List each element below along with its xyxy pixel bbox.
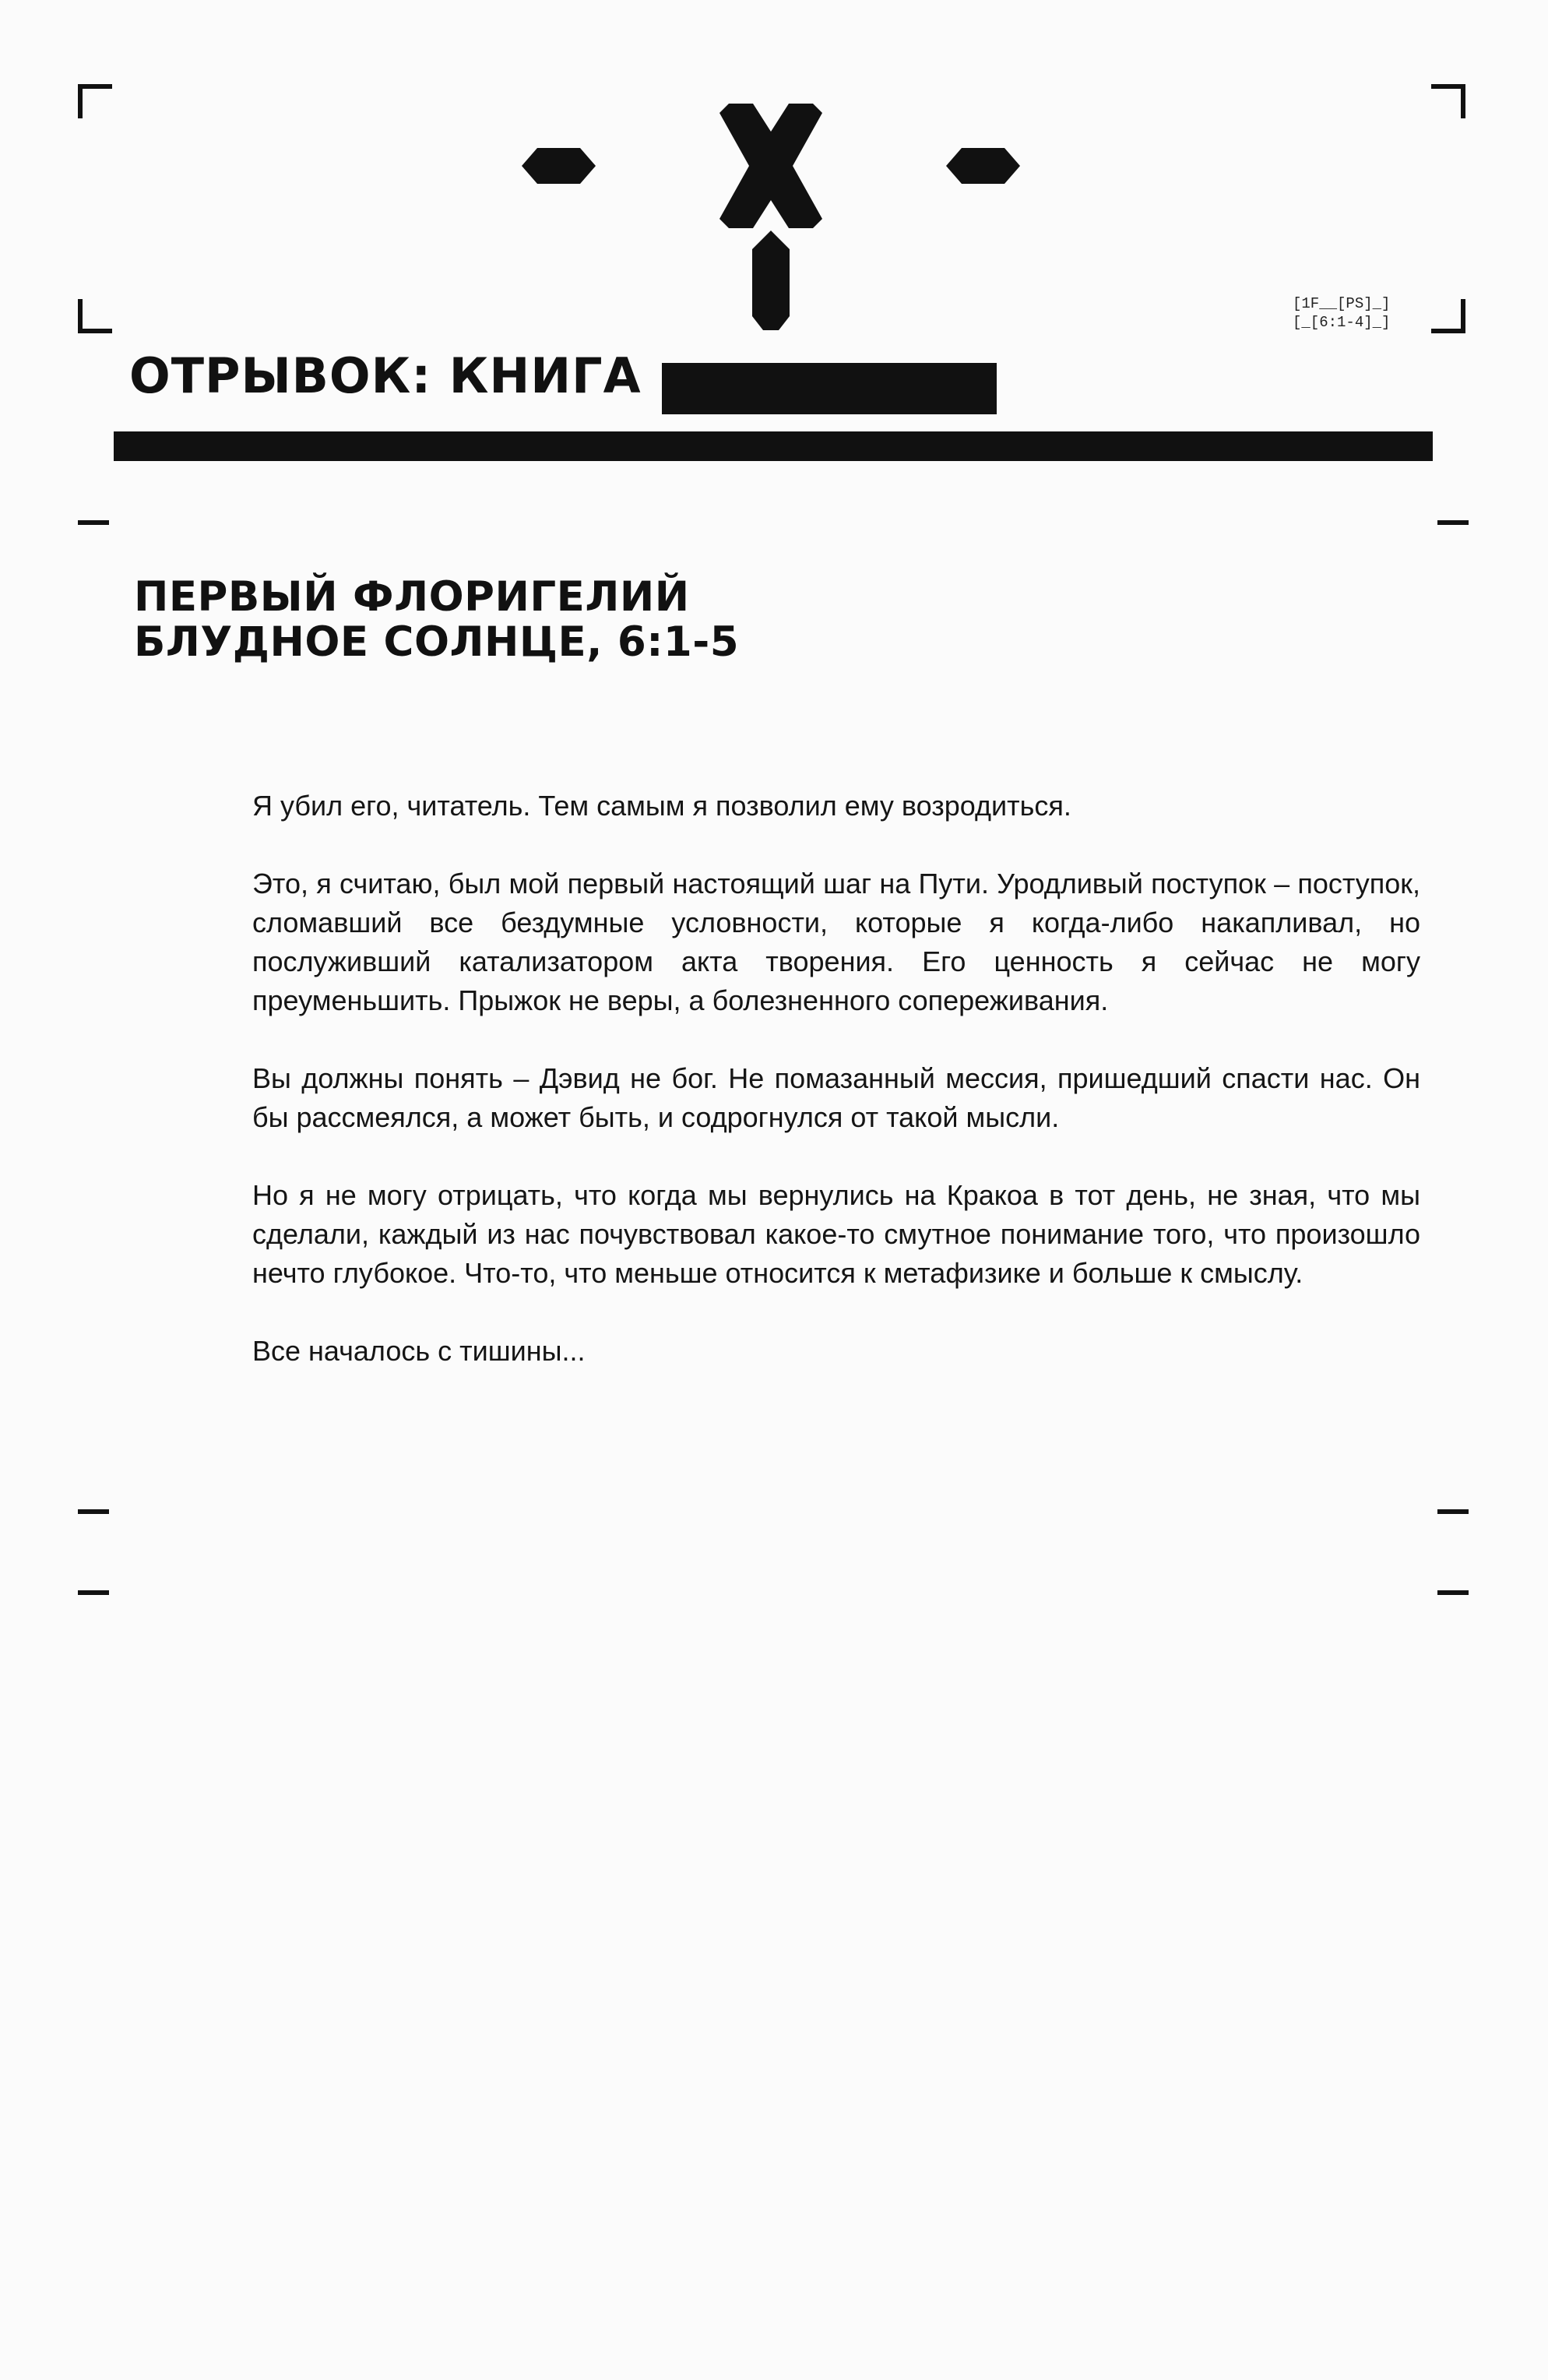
paragraph: Я убил его, читатель. Тем самым я позволил ему возродиться. (252, 790, 1071, 822)
section-title-line: БЛУДНОЕ СОЛНЦЕ, 6:1-5 (134, 618, 740, 666)
margin-tick-right (1437, 520, 1469, 525)
margin-tick-left (78, 1590, 109, 1595)
x-emblem-logo (514, 78, 1028, 335)
paragraph: Это, я считаю, был мой первый настоящий шаг на Пути. Уродливый поступок – поступок, сломавший все бездумные условности, которые я когда-либо накапливал, но послуживший катализатором акта творения. Его ценность я сейчас не могу преуменьшить. Прыжок не веры, а болезненного сопереживания. (252, 868, 1420, 1016)
corner-bracket-top-left (78, 84, 112, 118)
page-heading: ОТРЫВОК: КНИГА (129, 347, 642, 404)
margin-tick-left (78, 1509, 109, 1514)
body-text (252, 787, 1420, 1371)
paragraph: Все началось с тишины... (252, 1335, 586, 1367)
code-tag-line: [_[6:1-4]_] (1293, 314, 1391, 331)
code-tag-line: [1F__[PS]_] (1293, 295, 1391, 312)
corner-bracket-bottom-right (1431, 299, 1465, 333)
redaction-bar (662, 363, 997, 414)
section-title (134, 575, 739, 665)
paragraph: Но я не могу отрицать, что когда мы вернулись на Кракоа в тот день, не зная, что мы сделали, каждый из нас почувствовал какое-то смутное понимание того, что произошло нечто глубокое. Что-то, что меньше относится к метафизике и больше к смыслу. (252, 1179, 1420, 1289)
code-tag (1293, 294, 1390, 332)
paragraph: Вы должны понять – Дэвид не бог. Не помазанный мессия, пришедший спасти нас. Он бы рассмеялся, а может быть, и содрогнулся от такой мысли. (252, 1062, 1420, 1133)
margin-tick-right (1437, 1590, 1469, 1595)
corner-bracket-bottom-left (78, 299, 112, 333)
section-title-line: ПЕРВЫЙ ФЛОРИГЕЛИЙ (134, 573, 690, 621)
margin-tick-left (78, 520, 109, 525)
heading-rule (114, 431, 1433, 461)
margin-tick-right (1437, 1509, 1469, 1514)
corner-bracket-top-right (1431, 84, 1465, 118)
